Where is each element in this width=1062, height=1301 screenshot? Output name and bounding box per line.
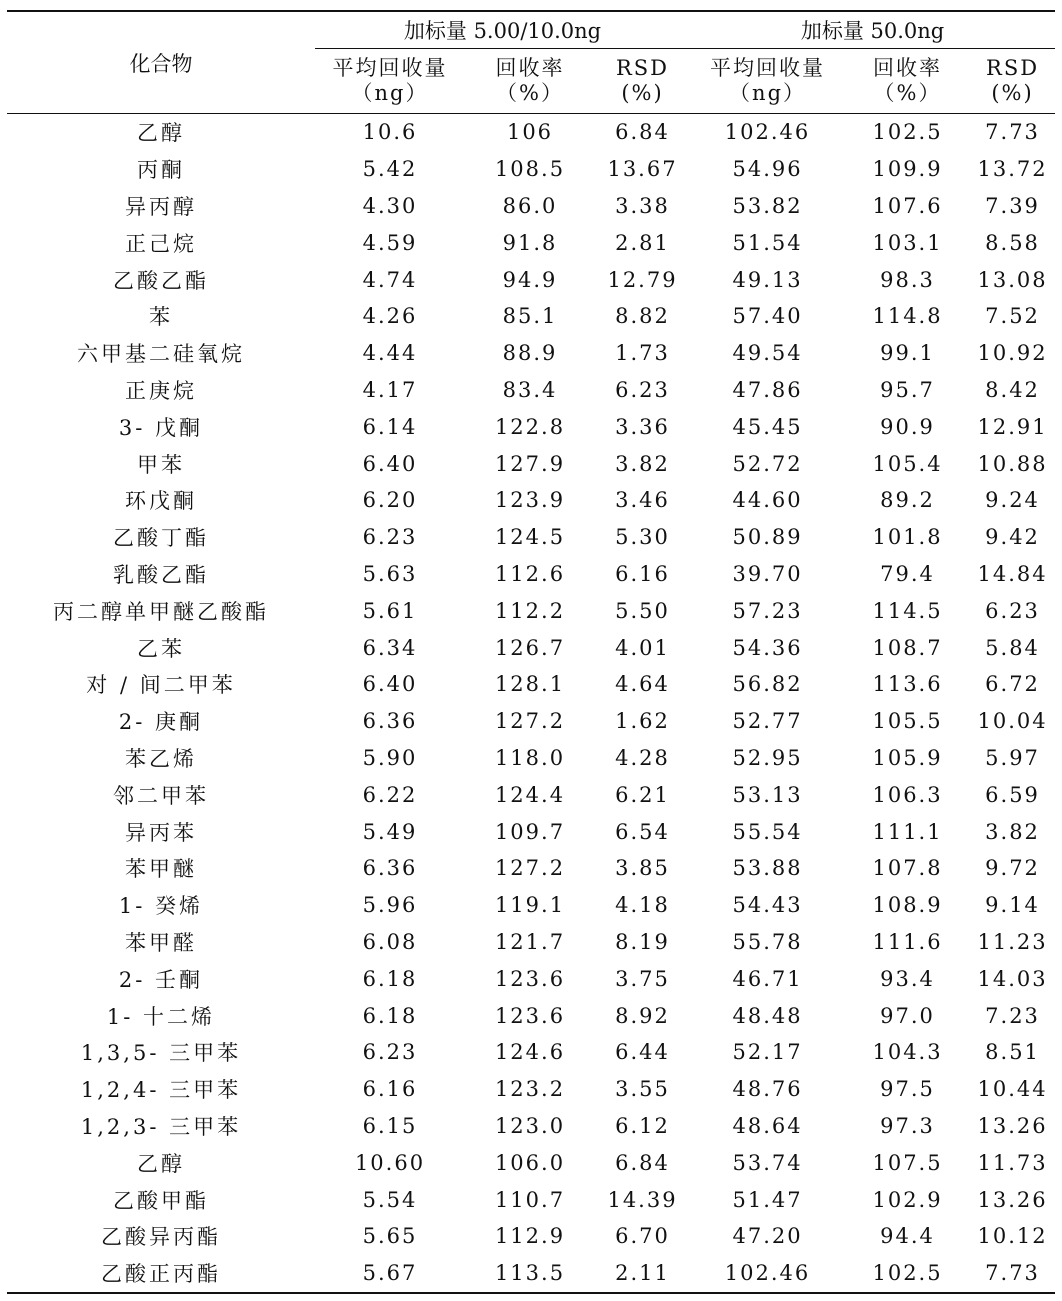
cell-compound-name: 丙二醇单甲醚乙酸酯 xyxy=(53,599,269,624)
table-row xyxy=(7,408,1055,445)
cell-compound-name: 丙酮 xyxy=(137,158,185,183)
cell-avg-recovery-low: 4.44 xyxy=(362,341,418,366)
cell-avg-recovery-high: 45.45 xyxy=(732,414,803,439)
header-sub-unit: （%） xyxy=(496,81,564,105)
cell-recovery-rate-low: 112.6 xyxy=(494,561,566,586)
cell-compound-name: 正己烷 xyxy=(125,231,197,256)
cell-recovery-rate-high: 107.5 xyxy=(872,1150,943,1175)
cell-recovery-rate-high: 105.9 xyxy=(872,745,943,770)
cell-rsd-high: 9.14 xyxy=(985,893,1040,918)
cell-avg-recovery-low: 6.08 xyxy=(362,929,418,954)
cell-avg-recovery-low: 6.20 xyxy=(362,488,418,513)
cell-recovery-rate-high: 103.1 xyxy=(872,230,943,255)
cell-rsd-low: 3.36 xyxy=(615,414,670,439)
cell-rsd-high: 10.44 xyxy=(977,1077,1048,1102)
cell-rsd-high: 10.88 xyxy=(977,451,1048,476)
table-row xyxy=(7,850,1055,887)
cell-recovery-rate-low: 127.2 xyxy=(494,856,566,881)
header-group-low-spike: 加标量 5.00/10.0ng xyxy=(315,11,690,49)
cell-avg-recovery-low: 5.54 xyxy=(362,1187,418,1212)
cell-rsd-high: 8.51 xyxy=(985,1040,1040,1065)
cell-avg-recovery-high: 52.17 xyxy=(732,1040,803,1065)
cell-recovery-rate-high: 108.9 xyxy=(872,893,943,918)
cell-rsd-low: 5.30 xyxy=(615,525,670,550)
cell-avg-recovery-high: 55.78 xyxy=(732,929,803,954)
cell-rsd-low: 4.64 xyxy=(615,672,670,697)
cell-avg-recovery-high: 57.40 xyxy=(732,304,803,329)
cell-recovery-rate-high: 93.4 xyxy=(880,966,935,991)
cell-rsd-high: 11.73 xyxy=(977,1150,1048,1175)
cell-recovery-rate-low: 94.9 xyxy=(502,267,558,292)
cell-rsd-high: 14.03 xyxy=(977,966,1048,991)
cell-avg-recovery-high: 52.77 xyxy=(732,709,803,734)
cell-compound-name: 2- 壬酮 xyxy=(118,967,204,992)
cell-rsd-low: 12.79 xyxy=(607,267,678,292)
cell-recovery-rate-high: 90.9 xyxy=(880,414,935,439)
cell-recovery-rate-high: 109.9 xyxy=(872,157,943,182)
cell-avg-recovery-high: 55.54 xyxy=(732,819,803,844)
table-row xyxy=(7,1255,1055,1293)
cell-avg-recovery-low: 5.65 xyxy=(362,1224,418,1249)
recovery-table-container xyxy=(7,10,1055,1294)
cell-recovery-rate-high: 101.8 xyxy=(872,525,943,550)
table-row xyxy=(7,592,1055,629)
cell-recovery-rate-low: 123.2 xyxy=(494,1077,566,1102)
table-row xyxy=(7,997,1055,1034)
cell-recovery-rate-high: 105.5 xyxy=(872,709,943,734)
cell-recovery-rate-high: 89.2 xyxy=(880,488,935,513)
header-sub-unit: （ng） xyxy=(351,81,429,105)
header-recovery-rate-2 xyxy=(845,49,970,114)
cell-rsd-low: 2.11 xyxy=(595,1255,690,1293)
cell-compound-name: 2- 庚酮 xyxy=(118,710,204,735)
cell-recovery-rate-high: 99.1 xyxy=(880,341,935,366)
table-row xyxy=(7,556,1055,593)
header-compound: 化合物 xyxy=(7,11,315,114)
cell-rsd-high: 7.39 xyxy=(985,193,1040,218)
cell-compound-name: 乙酸正丙酯 xyxy=(7,1255,315,1293)
cell-recovery-rate-low: 128.1 xyxy=(494,672,566,697)
cell-avg-recovery-low: 4.74 xyxy=(362,267,418,292)
cell-avg-recovery-high: 53.74 xyxy=(732,1150,803,1175)
cell-avg-recovery-low: 6.34 xyxy=(362,635,418,660)
cell-recovery-rate-low: 88.9 xyxy=(502,341,558,366)
cell-avg-recovery-low: 5.90 xyxy=(362,745,418,770)
cell-recovery-rate-high: 97.5 xyxy=(880,1077,935,1102)
cell-recovery-rate-low: 91.8 xyxy=(502,230,558,255)
cell-avg-recovery-low: 4.17 xyxy=(362,377,418,402)
cell-recovery-rate-low: 124.5 xyxy=(494,525,566,550)
cell-avg-recovery-high: 46.71 xyxy=(732,966,803,991)
cell-recovery-rate-low: 124.6 xyxy=(494,1040,566,1065)
header-sub-unit: （%） xyxy=(873,81,942,105)
cell-avg-recovery-low: 6.23 xyxy=(362,525,418,550)
header-rsd-1 xyxy=(595,49,690,114)
cell-avg-recovery-low: 6.40 xyxy=(362,672,418,697)
cell-rsd-low: 14.39 xyxy=(607,1187,678,1212)
cell-recovery-rate-high: 111.6 xyxy=(872,929,943,954)
cell-rsd-high: 5.97 xyxy=(985,745,1040,770)
cell-compound-name: 苯乙烯 xyxy=(125,746,197,771)
cell-recovery-rate-high: 105.4 xyxy=(872,451,943,476)
cell-compound-name: 对 / 间二甲苯 xyxy=(86,673,236,698)
table-row xyxy=(7,298,1055,335)
cell-rsd-low: 4.28 xyxy=(615,745,670,770)
header-sub-unit: (%) xyxy=(621,81,664,105)
header-group-high-spike: 加标量 50.0ng xyxy=(690,11,1055,49)
header-sub-title: 平均回收量 xyxy=(710,56,826,80)
cell-rsd-low: 8.82 xyxy=(615,304,670,329)
header-sub-title: RSD xyxy=(615,56,670,80)
recovery-table xyxy=(7,10,1055,1294)
cell-avg-recovery-high: 54.96 xyxy=(732,157,803,182)
cell-rsd-low: 6.23 xyxy=(615,377,670,402)
cell-recovery-rate-high: 97.3 xyxy=(880,1113,935,1138)
cell-avg-recovery-high: 54.43 xyxy=(732,893,803,918)
cell-recovery-rate-high: 108.7 xyxy=(872,635,943,660)
cell-recovery-rate-low: 112.2 xyxy=(494,598,566,623)
cell-avg-recovery-high: 49.54 xyxy=(732,341,803,366)
table-row xyxy=(7,1108,1055,1145)
cell-avg-recovery-low: 5.49 xyxy=(362,819,418,844)
cell-rsd-low: 3.85 xyxy=(615,856,670,881)
cell-compound-name: 六甲基二硅氧烷 xyxy=(77,342,245,367)
cell-recovery-rate-low: 109.7 xyxy=(494,819,566,844)
cell-rsd-low: 4.18 xyxy=(615,893,670,918)
cell-recovery-rate-low: 123.6 xyxy=(494,966,566,991)
cell-rsd-high: 10.12 xyxy=(977,1224,1048,1249)
cell-compound-name: 环戊酮 xyxy=(125,489,197,514)
cell-rsd-high: 10.92 xyxy=(977,341,1048,366)
cell-recovery-rate-low: 112.9 xyxy=(494,1224,566,1249)
table-row xyxy=(7,960,1055,997)
cell-compound-name: 邻二甲苯 xyxy=(113,783,209,808)
cell-avg-recovery-high: 57.23 xyxy=(732,598,803,623)
cell-rsd-high: 7.73 xyxy=(970,1255,1055,1293)
cell-compound-name: 乙酸甲酯 xyxy=(113,1188,209,1213)
table-row xyxy=(7,776,1055,813)
cell-avg-recovery-high: 53.88 xyxy=(732,856,803,881)
cell-recovery-rate-high: 94.4 xyxy=(880,1224,935,1249)
cell-avg-recovery-high: 50.89 xyxy=(732,525,803,550)
table-row xyxy=(7,1181,1055,1218)
cell-rsd-low: 6.12 xyxy=(615,1113,670,1138)
cell-rsd-high: 10.04 xyxy=(977,709,1048,734)
cell-avg-recovery-high: 56.82 xyxy=(732,672,803,697)
cell-avg-recovery-low: 5.42 xyxy=(362,157,418,182)
cell-rsd-low: 3.75 xyxy=(615,966,670,991)
cell-avg-recovery-high: 102.46 xyxy=(724,120,811,145)
cell-rsd-high: 6.23 xyxy=(985,598,1040,623)
cell-avg-recovery-low: 6.15 xyxy=(362,1113,418,1138)
cell-rsd-high: 6.72 xyxy=(985,672,1040,697)
cell-recovery-rate-high: 114.8 xyxy=(872,304,943,329)
cell-avg-recovery-low: 5.61 xyxy=(362,598,418,623)
cell-rsd-low: 4.01 xyxy=(615,635,670,660)
table-row xyxy=(7,114,1055,151)
table-row xyxy=(7,1218,1055,1255)
cell-recovery-rate-high: 114.5 xyxy=(872,598,943,623)
cell-avg-recovery-low: 6.18 xyxy=(362,966,418,991)
cell-compound-name: 乙醇 xyxy=(137,1151,185,1176)
cell-avg-recovery-low: 6.36 xyxy=(362,856,418,881)
table-row xyxy=(7,519,1055,556)
cell-avg-recovery-low: 6.18 xyxy=(362,1003,418,1028)
cell-recovery-rate-low: 123.6 xyxy=(494,1003,566,1028)
cell-rsd-low: 13.67 xyxy=(607,157,678,182)
cell-avg-recovery-high: 51.54 xyxy=(732,230,803,255)
cell-recovery-rate-high: 95.7 xyxy=(880,377,935,402)
cell-recovery-rate-low: 124.4 xyxy=(494,782,566,807)
table-row xyxy=(7,335,1055,372)
cell-avg-recovery-high: 53.82 xyxy=(732,193,803,218)
table-row xyxy=(7,703,1055,740)
cell-rsd-high: 12.91 xyxy=(977,414,1048,439)
cell-avg-recovery-low: 5.67 xyxy=(315,1255,465,1293)
cell-compound-name: 苯甲醛 xyxy=(125,930,197,955)
cell-recovery-rate-low: 108.5 xyxy=(494,157,566,182)
cell-avg-recovery-low: 4.59 xyxy=(362,230,418,255)
cell-rsd-high: 6.59 xyxy=(985,782,1040,807)
cell-avg-recovery-high: 51.47 xyxy=(732,1187,803,1212)
header-sub-title: 平均回收量 xyxy=(332,56,448,80)
cell-rsd-low: 5.50 xyxy=(615,598,670,623)
cell-rsd-high: 13.08 xyxy=(977,267,1048,292)
header-sub-title: 回收率 xyxy=(495,56,565,80)
table-row xyxy=(7,740,1055,777)
table-row xyxy=(7,813,1055,850)
cell-compound-name: 苯甲醚 xyxy=(125,857,197,882)
cell-recovery-rate-high: 113.6 xyxy=(872,672,943,697)
cell-rsd-high: 13.72 xyxy=(977,157,1048,182)
cell-compound-name: 正庚烷 xyxy=(125,378,197,403)
header-sub-unit: （ng） xyxy=(729,81,807,105)
cell-rsd-low: 8.92 xyxy=(615,1003,670,1028)
cell-avg-recovery-low: 6.14 xyxy=(362,414,418,439)
cell-recovery-rate-high: 102.5 xyxy=(872,120,943,145)
cell-rsd-high: 7.23 xyxy=(985,1003,1040,1028)
cell-rsd-low: 6.21 xyxy=(615,782,670,807)
cell-avg-recovery-high: 53.13 xyxy=(732,782,803,807)
cell-compound-name: 乙酸丁酯 xyxy=(113,526,209,551)
cell-avg-recovery-low: 5.96 xyxy=(362,893,418,918)
cell-rsd-low: 3.46 xyxy=(615,488,670,513)
cell-recovery-rate-low: 85.1 xyxy=(502,304,558,329)
cell-rsd-low: 1.73 xyxy=(615,341,670,366)
cell-avg-recovery-high: 54.36 xyxy=(732,635,803,660)
cell-avg-recovery-high: 49.13 xyxy=(732,267,803,292)
cell-rsd-low: 3.38 xyxy=(615,193,670,218)
cell-rsd-low: 6.44 xyxy=(615,1040,670,1065)
table-row xyxy=(7,1034,1055,1071)
cell-recovery-rate-low: 123.0 xyxy=(494,1113,566,1138)
cell-compound-name: 苯 xyxy=(149,305,173,330)
cell-recovery-rate-high: 97.0 xyxy=(880,1003,935,1028)
cell-rsd-high: 5.84 xyxy=(985,635,1040,660)
cell-rsd-low: 6.54 xyxy=(615,819,670,844)
cell-rsd-high: 7.52 xyxy=(985,304,1040,329)
table-body xyxy=(7,114,1055,1293)
cell-compound-name: 1- 十二烯 xyxy=(106,1004,216,1029)
table-row xyxy=(7,666,1055,703)
cell-rsd-low: 6.84 xyxy=(615,1150,670,1175)
cell-avg-recovery-low: 4.26 xyxy=(362,304,418,329)
cell-recovery-rate-low: 83.4 xyxy=(502,377,558,402)
cell-recovery-rate-high: 104.3 xyxy=(872,1040,943,1065)
cell-avg-recovery-low: 10.60 xyxy=(354,1150,426,1175)
cell-rsd-high: 11.23 xyxy=(977,929,1048,954)
cell-rsd-high: 9.72 xyxy=(985,856,1040,881)
header-sub-unit: (%) xyxy=(991,81,1034,105)
cell-compound-name: 1,2,3- 三甲苯 xyxy=(80,1114,242,1139)
cell-recovery-rate-high: 111.1 xyxy=(872,819,943,844)
cell-compound-name: 异丙醇 xyxy=(125,194,197,219)
cell-compound-name: 乳酸乙酯 xyxy=(113,562,209,587)
cell-avg-recovery-low: 6.22 xyxy=(362,782,418,807)
table-row xyxy=(7,151,1055,188)
cell-avg-recovery-high: 39.70 xyxy=(732,561,803,586)
cell-rsd-low: 3.55 xyxy=(615,1077,670,1102)
cell-recovery-rate-low: 110.7 xyxy=(494,1187,566,1212)
cell-recovery-rate-low: 106.0 xyxy=(494,1150,566,1175)
table-row xyxy=(7,629,1055,666)
cell-avg-recovery-low: 6.23 xyxy=(362,1040,418,1065)
cell-recovery-rate-low: 127.9 xyxy=(494,451,566,476)
cell-recovery-rate-low: 86.0 xyxy=(502,193,558,218)
cell-recovery-rate-low: 106 xyxy=(506,120,554,145)
table-row xyxy=(7,1144,1055,1181)
cell-recovery-rate-low: 126.7 xyxy=(494,635,566,660)
cell-rsd-low: 6.84 xyxy=(615,120,670,145)
cell-compound-name: 甲苯 xyxy=(137,452,185,477)
cell-rsd-high: 13.26 xyxy=(977,1187,1048,1212)
cell-rsd-high: 13.26 xyxy=(977,1113,1048,1138)
cell-recovery-rate-high: 107.8 xyxy=(872,856,943,881)
cell-compound-name: 3- 戊酮 xyxy=(118,415,204,440)
cell-avg-recovery-high: 48.64 xyxy=(732,1113,803,1138)
cell-avg-recovery-high: 47.86 xyxy=(732,377,803,402)
cell-compound-name: 1,2,4- 三甲苯 xyxy=(80,1078,242,1103)
cell-avg-recovery-low: 6.36 xyxy=(362,709,418,734)
cell-recovery-rate-high: 79.4 xyxy=(880,561,935,586)
cell-rsd-high: 8.42 xyxy=(985,377,1040,402)
cell-rsd-high: 14.84 xyxy=(977,561,1048,586)
cell-recovery-rate-low: 113.5 xyxy=(465,1255,595,1293)
cell-avg-recovery-high: 47.20 xyxy=(732,1224,803,1249)
cell-compound-name: 1- 癸烯 xyxy=(118,894,204,919)
table-row xyxy=(7,482,1055,519)
table-row xyxy=(7,924,1055,961)
cell-recovery-rate-low: 121.7 xyxy=(494,929,566,954)
table-row xyxy=(7,224,1055,261)
cell-rsd-high: 9.42 xyxy=(985,525,1040,550)
cell-compound-name: 1,3,5- 三甲苯 xyxy=(80,1041,242,1066)
cell-rsd-low: 6.70 xyxy=(615,1224,670,1249)
cell-avg-recovery-high: 52.95 xyxy=(732,745,803,770)
cell-recovery-rate-high: 102.5 xyxy=(845,1255,970,1293)
cell-recovery-rate-high: 102.9 xyxy=(872,1187,943,1212)
cell-rsd-low: 2.81 xyxy=(615,230,670,255)
cell-rsd-low: 6.16 xyxy=(615,561,670,586)
header-rsd-2 xyxy=(970,49,1055,114)
cell-avg-recovery-low: 10.6 xyxy=(362,120,418,145)
cell-rsd-high: 3.82 xyxy=(985,819,1040,844)
cell-avg-recovery-high: 52.72 xyxy=(732,451,803,476)
cell-avg-recovery-high: 48.48 xyxy=(732,1003,803,1028)
header-sub-title: RSD xyxy=(986,56,1040,80)
cell-rsd-low: 1.62 xyxy=(615,709,670,734)
cell-recovery-rate-high: 98.3 xyxy=(880,267,935,292)
cell-compound-name: 乙酸乙酯 xyxy=(113,268,209,293)
header-sub-title: 回收率 xyxy=(873,56,943,80)
cell-recovery-rate-low: 119.1 xyxy=(494,893,566,918)
cell-recovery-rate-high: 107.6 xyxy=(872,193,943,218)
cell-compound-name: 乙醇 xyxy=(137,121,185,146)
cell-rsd-low: 8.19 xyxy=(615,929,670,954)
cell-compound-name: 异丙苯 xyxy=(125,820,197,845)
header-avg-recovery-2 xyxy=(690,49,845,114)
cell-avg-recovery-high: 48.76 xyxy=(732,1077,803,1102)
cell-rsd-high: 9.24 xyxy=(985,488,1040,513)
cell-recovery-rate-low: 123.9 xyxy=(494,488,566,513)
cell-avg-recovery-high: 44.60 xyxy=(732,488,803,513)
header-avg-recovery-1 xyxy=(315,49,465,114)
cell-recovery-rate-low: 122.8 xyxy=(494,414,566,439)
table-row xyxy=(7,372,1055,409)
table-row xyxy=(7,887,1055,924)
table-header xyxy=(7,11,1055,114)
cell-recovery-rate-low: 118.0 xyxy=(494,745,566,770)
cell-avg-recovery-low: 6.16 xyxy=(362,1077,418,1102)
header-recovery-rate-1 xyxy=(465,49,595,114)
cell-recovery-rate-low: 127.2 xyxy=(494,709,566,734)
cell-rsd-high: 7.73 xyxy=(985,120,1040,145)
cell-avg-recovery-high: 102.46 xyxy=(690,1255,845,1293)
cell-avg-recovery-low: 5.63 xyxy=(362,561,418,586)
table-row xyxy=(7,445,1055,482)
cell-compound-name: 乙苯 xyxy=(137,636,185,661)
table-row xyxy=(7,1071,1055,1108)
cell-rsd-high: 8.58 xyxy=(985,230,1040,255)
cell-avg-recovery-low: 4.30 xyxy=(362,193,418,218)
cell-avg-recovery-low: 6.40 xyxy=(362,451,418,476)
cell-rsd-low: 3.82 xyxy=(615,451,670,476)
table-row xyxy=(7,261,1055,298)
cell-compound-name: 乙酸异丙酯 xyxy=(101,1225,221,1250)
cell-recovery-rate-high: 106.3 xyxy=(872,782,943,807)
table-row xyxy=(7,188,1055,225)
